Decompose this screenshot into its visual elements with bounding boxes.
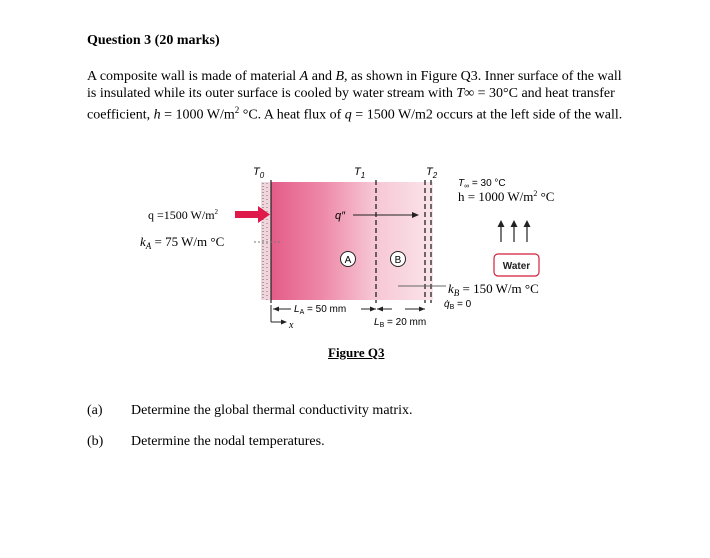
la-label: $L_A = 50$ mm — [294, 304, 347, 316]
la-arrow-left — [273, 307, 279, 312]
x-label: x — [289, 320, 294, 331]
lb-arrow-right — [419, 307, 425, 312]
lb-arrow-left — [377, 307, 383, 312]
la-arrow-right — [370, 307, 376, 312]
composite-wall — [263, 182, 433, 300]
t1-label: $T_1$ — [354, 166, 366, 180]
t2-label: $T_2$ — [426, 166, 438, 180]
part-a-label: (a) — [87, 403, 103, 418]
figure-caption: Figure Q3 — [328, 345, 385, 360]
qdotb-label: $q̇_B = 0$ — [444, 299, 472, 311]
question-title: Question 3 (20 marks) — [87, 33, 220, 48]
material-b-letter: B — [394, 255, 402, 266]
part-a-text: Determine the global thermal conductivity matrix. — [131, 403, 413, 418]
material-a-letter: A — [344, 255, 352, 266]
x-axis-arrow-head — [281, 320, 287, 325]
tinf-label: $T_\infty = 30$ °C — [458, 178, 506, 190]
t0-label: $T_0$ — [253, 166, 265, 180]
qpp-label: q″ — [335, 210, 346, 222]
ka-label: $k_A = 75$ W/m °C — [140, 234, 225, 251]
part-b-text: Determine the nodal temperatures. — [131, 434, 325, 449]
kb-label: $k_B = 150$ W/m °C — [448, 281, 539, 298]
part-b-label: (b) — [87, 434, 104, 449]
water-label: Water — [502, 261, 531, 272]
convection-arrows — [498, 220, 531, 242]
lb-label: $L_B = 20$ mm — [374, 317, 427, 329]
heat-flux-label: q =1500 $W/m^2$ — [148, 208, 219, 222]
question-paragraph: A composite wall is made of material A and B, as shown in Figure Q3. Inner surface of the wall is insulated while its outer surface is cooled by water stream with T∞ = 30°C and heat transfer coefficient, h = 1000 $W/m^2$ °C. A heat flux of q = 1500 W/m2 occurs at the left side of the wall. — [87, 69, 623, 123]
h-label: h = 1000 $W/m^2$ °C — [458, 189, 555, 204]
heat-flux-arrow-shaft — [235, 211, 259, 218]
